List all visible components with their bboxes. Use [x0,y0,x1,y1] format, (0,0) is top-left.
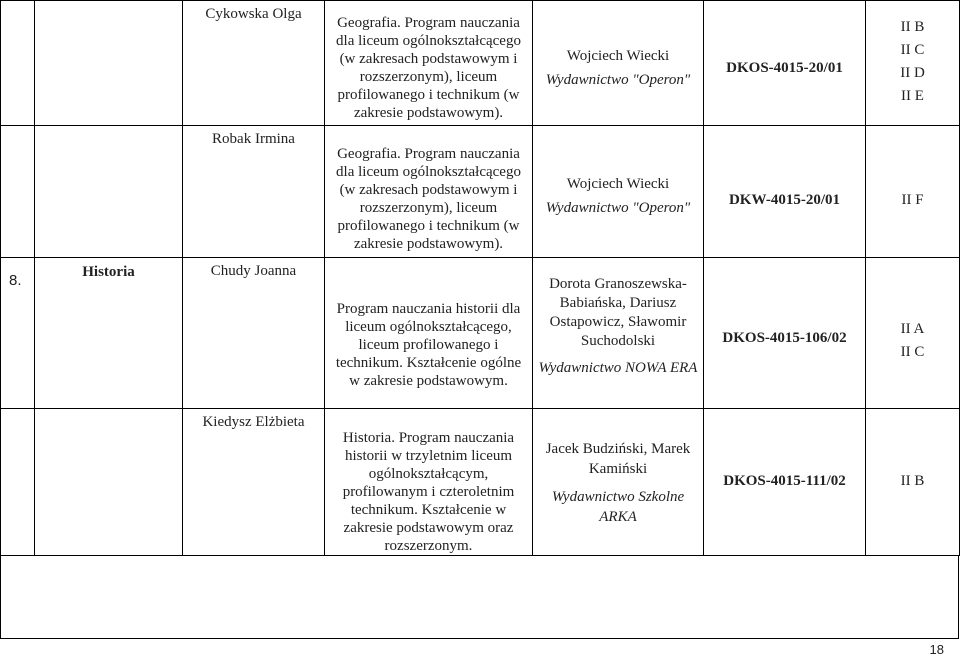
publisher-text: Wydawnictwo "Operon" [545,200,691,216]
class-item: II B [900,19,925,35]
class-item: II B [900,473,925,489]
program-title [325,1,533,126]
teacher-name: Chudy Joanna [183,258,325,409]
approval-code-text: DKOS-4015-111/02 [723,473,846,489]
subject-name [35,126,183,258]
program-title [325,409,533,556]
publisher-text: Wydawnictwo Szkolne ARKA [551,489,685,525]
table-row [1,409,960,556]
teacher-name: Robak Irmina [183,126,325,258]
authors-text: Wojciech Wiecki [566,176,670,192]
class-item: II F [901,192,924,208]
table-row [1,258,960,409]
class-item: II D [900,65,925,81]
teacher-name: Cykowska Olga [183,1,325,126]
row-number [1,126,35,258]
row-number [1,1,35,126]
footer-divider [0,638,959,639]
program-text: Historia. Program nauczania historii w trzyletnim liceum ogólnokształcącym, profilowanym i czteroletnim technikum. Kształcenie w zakresie podstawowym oraz rozszerzonym. [342,430,515,554]
page-number: 18 [929,642,944,657]
program-text: Geografia. Program nauczania dla liceum ogólnokształcącego (w zakresach podstawowym i rozszerzonym), liceum profilowanego i technikum (w zakresie podstawowym). [336,146,521,252]
class-list [866,409,960,556]
row-number: 8. [1,258,35,409]
teacher-name: Kiedysz Elżbieta [183,409,325,556]
program-text: Geografia. Program nauczania dla liceum ogólnokształcącego (w zakresach podstawowym i rozszerzonym), liceum profilowanego i technikum (w zakresie podstawowym). [336,15,521,121]
row-number [1,409,35,556]
table-row [1,1,960,126]
authors-text: Jacek Budziński, Marek Kamiński [545,441,691,477]
class-item: II E [901,88,924,104]
class-item: II C [900,42,925,58]
subject-name: Historia [35,258,183,409]
approval-code [704,1,866,126]
approval-code-text: DKOS-4015-106/02 [722,330,847,346]
class-list [866,126,960,258]
authors-cell [533,258,704,409]
approval-code [704,126,866,258]
table-row [1,126,960,258]
authors-cell [533,1,704,126]
class-list [866,258,960,409]
footer-right-border [958,555,959,638]
class-list [866,1,960,126]
class-item: II C [900,344,925,360]
class-item: II A [900,321,925,337]
authors-cell [533,409,704,556]
program-text: Program nauczania historii dla liceum ogólnokształcącego, liceum profilowanego i technikum. Kształcenie ogólne w zakresie podstawowym. [335,301,522,389]
footer-left-border [0,555,1,638]
subject-name [35,409,183,556]
approval-code [704,258,866,409]
program-title [325,126,533,258]
authors-text: Dorota Granoszewska-Babiańska, Dariusz Ostapowicz, Sławomir Suchodolski [549,276,687,349]
subject-name [35,1,183,126]
authors-cell [533,126,704,258]
program-title [325,258,533,409]
publisher-text: Wydawnictwo "Operon" [545,72,691,88]
authors-text: Wojciech Wiecki [566,48,670,64]
approval-code-text: DKOS-4015-20/01 [726,60,843,76]
approval-code [704,409,866,556]
publisher-text: Wydawnictwo NOWA ERA [538,360,698,376]
approval-code-text: DKW-4015-20/01 [728,192,841,208]
